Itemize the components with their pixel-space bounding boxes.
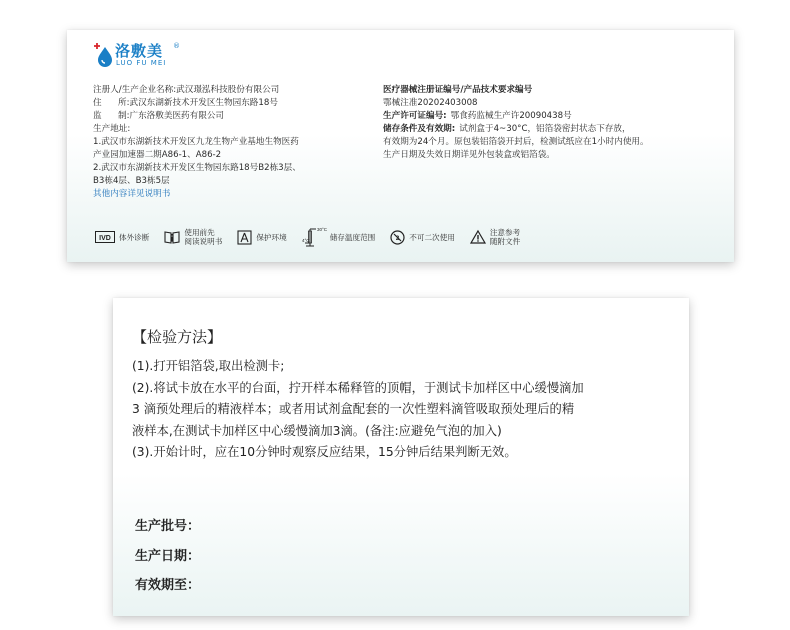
no-reuse-icon — [390, 230, 405, 245]
ivd-icon — [95, 231, 115, 243]
thermometer-icon — [302, 226, 326, 248]
environment-label: 保护环境 — [256, 232, 287, 242]
storage-value: 试剂盒于4~30°C，铝箔袋密封状态下存放， — [459, 124, 631, 134]
brand-name-en: LUO FU MEI — [116, 59, 167, 67]
brand-name-cn: 洛敷美 — [115, 42, 164, 60]
license-label: 生产许可证编号: — [383, 111, 447, 121]
supervisor-label: 监 制: — [93, 111, 130, 121]
environment-symbol — [237, 230, 286, 245]
production-address-label: 生产地址: — [93, 124, 131, 134]
method-line: 3 滴预处理后的精液样本；或者用试剂盒配套的一次性塑料滴管吸取预处理后的精 — [132, 402, 575, 416]
svg-text:2: 2 — [396, 235, 400, 242]
no-reuse-symbol — [390, 230, 455, 245]
license-value: 鄂食药监械生产许20090438号 — [450, 111, 572, 121]
logo-drop-icon — [93, 42, 115, 68]
registrant-label: 注册人/生产企业名称: — [93, 85, 177, 95]
address-label: 住 所: — [93, 98, 130, 108]
manual-label-line: 使用前先 — [184, 228, 215, 237]
warning-symbol — [470, 228, 520, 246]
temp-high-text: 30°C — [316, 227, 327, 232]
registration-info — [383, 84, 723, 162]
ivd-symbol — [95, 231, 149, 243]
method-line: (2).将试卡放在水平的台面，拧开样本稀释管的顶帽，于测试卡加样区中心缓慢滴加 — [132, 380, 584, 395]
method-title: 【检验方法】 — [132, 328, 223, 346]
symbols-row — [95, 227, 535, 247]
product-label-bottom — [113, 298, 689, 616]
manual-label-line: 阅读说明书 — [184, 237, 223, 246]
supervisor-value: 广东洛敷美医药有限公司 — [129, 111, 225, 121]
manual-icon — [164, 229, 180, 245]
cert-value: 鄂械注准20202403008 — [383, 98, 478, 108]
warning-label-line: 注意参考 — [489, 228, 521, 237]
method-line: 液样本,在测试卡加样区中心缓慢滴加3滴。(备注:应避免气泡的加入) — [132, 423, 502, 438]
storage-line: 生产日期及失效日期详见外包装盒或铝箔袋。 — [383, 150, 555, 160]
cert-label: 医疗器械注册证编号/产品技术要求编号 — [383, 85, 533, 95]
temp-low-text: 4°C — [301, 238, 310, 243]
print-fields — [135, 512, 200, 601]
ivd-label: 体外诊断 — [119, 232, 150, 242]
product-label-top — [67, 30, 734, 262]
production-address-line: 产业园加速器二期A86-1、A86-2 — [93, 150, 222, 160]
no-reuse-label: 不可二次使用 — [409, 232, 455, 242]
warning-label-line: 随附文件 — [489, 237, 521, 246]
method-line: (1).打开铝箔袋,取出检测卡; — [132, 359, 285, 373]
manual-symbol — [164, 228, 222, 246]
manufacturer-info — [93, 84, 383, 201]
address-value: 武汉东湖新技术开发区生物园东路18号 — [129, 98, 278, 108]
expiry-date-label: 有效期至： — [135, 578, 201, 593]
production-address-line: 1.武汉市东湖新技术开发区九龙生物产业基地生物医药 — [93, 137, 299, 147]
storage-line: 有效期为24个月。原包装铝箔袋开封后，检测试纸应在1小时内使用。 — [383, 137, 649, 147]
production-date-label: 生产日期： — [135, 548, 201, 564]
ivd-badge-text: IVD — [99, 234, 111, 242]
method-line: (3).开始计时，应在10分钟时观察反应结果，15分钟后结果判断无效。 — [132, 445, 517, 459]
production-address-line: B3栋4层、B3栋5层 — [93, 176, 170, 186]
registrant-value: 武汉璟泓科技股份有限公司 — [176, 85, 280, 95]
temperature-label: 储存温度范围 — [329, 232, 376, 242]
batch-number-label: 生产批号： — [135, 519, 201, 534]
environment-icon — [237, 230, 252, 245]
warning-icon — [470, 230, 486, 244]
registered-mark: ® — [173, 42, 180, 50]
more-info-link[interactable]: 其他内容详见说明书 — [93, 189, 171, 199]
storage-label: 储存条件及有效期: — [383, 124, 456, 134]
temperature-symbol — [302, 226, 376, 248]
brand-logo — [93, 40, 213, 70]
method-steps — [132, 356, 672, 464]
production-address-line: 2.武汉市东湖新技术开发区生物园东路18号B2栋3层、 — [93, 163, 301, 173]
